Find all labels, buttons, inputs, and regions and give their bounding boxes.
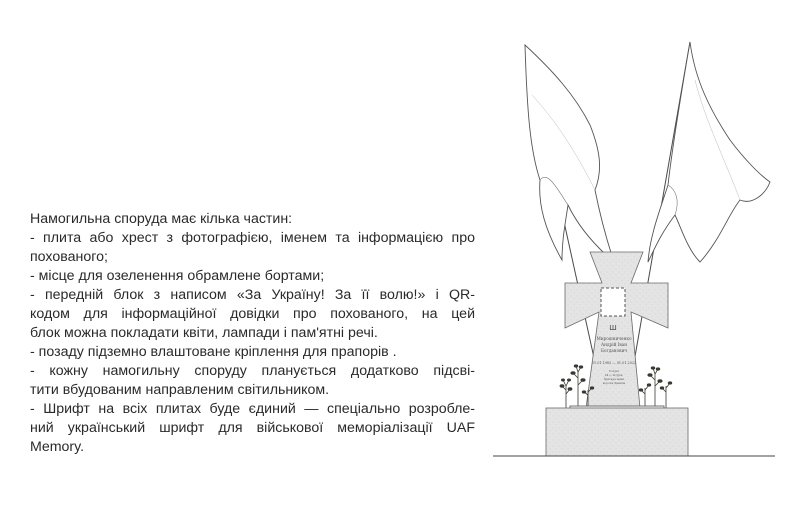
cross-dates: 01.01.1985 — 01.01.2022 (591, 361, 637, 365)
cross-small-line: 24 о. штурм. (604, 373, 624, 377)
description-line: похованого; (30, 249, 108, 265)
description-line: - місце для озеленення обрамлене бортами; (30, 268, 325, 284)
cross-name-line: Мирошниченко (596, 336, 632, 341)
memorial-illustration (485, 30, 785, 470)
cross-small-line: Солдат (608, 369, 620, 373)
cross-name-line: Андрій Іван (601, 342, 627, 347)
description-line: кодом для інформаційної довідки про похованого, на цей (30, 306, 475, 322)
description-line: блок можна покладати квіти, лампади і пам'ятні речі. (30, 325, 378, 341)
description-line: ний український шрифт для військової меморіалізації UAF (30, 420, 475, 436)
memorial-base (546, 408, 688, 456)
description-line: - плита або хрест з фотографією, іменем та інформацією про (30, 230, 475, 246)
description-heading: Намогильна споруда має кілька частин: (30, 211, 293, 227)
trident-icon: Ш (609, 324, 617, 332)
description-line: - Шрифт на всіх плитах буде єдиний — спеціально розробле- (30, 401, 475, 417)
description-text-block (30, 210, 475, 457)
description-line: Memory. (30, 439, 85, 455)
right-flag (648, 42, 770, 262)
cross-small-line: бригада імені (603, 377, 625, 381)
description-line: - позаду підземно влаштоване кріплення для прапорів . (30, 344, 397, 360)
left-flag (525, 45, 614, 262)
cross-small-line: короля Данила (602, 381, 626, 385)
photo-frame (601, 288, 625, 316)
description-line: - кожну намогильну споруду планується додатково підсві- (30, 363, 475, 379)
description-line: - передній блок з написом «За Україну! За її волю!» і QR- (30, 287, 475, 303)
cross-name-line: Богданович (600, 348, 628, 353)
description-line: тити вбудованим направленим світильником. (30, 382, 330, 398)
